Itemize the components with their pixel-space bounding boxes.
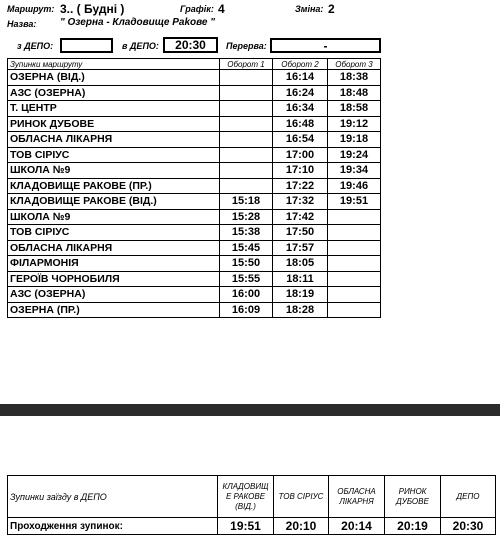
trip3-time: 18:48 [328,85,381,101]
stop-name: ШКОЛА №9 [8,209,220,225]
trip1-time [220,101,273,117]
depot-time: 20:30 [441,518,496,535]
depot-col-header: ДЕПО [441,476,496,518]
trip3-time [328,225,381,241]
schedule-body [8,70,381,318]
stop-name: ФІЛАРМОНІЯ [8,256,220,272]
trip3-time: 19:34 [328,163,381,179]
trip2-time: 18:19 [273,287,328,303]
trip2-time: 17:22 [273,178,328,194]
trip1-time [220,147,273,163]
trip1-time: 16:00 [220,287,273,303]
trip2-time: 16:34 [273,101,328,117]
schedule-row [8,147,381,163]
schedule-row [8,116,381,132]
schedule-row [8,225,381,241]
trip3-time [328,271,381,287]
break-field: - [270,38,381,53]
schedule-row [8,209,381,225]
trip2-time: 17:57 [273,240,328,256]
separator-band [0,404,500,416]
route-name: " Озерна - Кладовище Раkове " [60,17,216,28]
route-label: Маршрут: [7,4,55,14]
trip2-time: 16:14 [273,70,328,86]
depot-col-header: ТОВ СІРІУС [274,476,329,518]
depot-col-header: КЛАДОВИЩ Е РАКОВЕ (ВІД.) [218,476,274,518]
trip1-time: 15:38 [220,225,273,241]
stop-name: АЗС (ОЗЕРНА) [8,85,220,101]
stop-name: ТОВ СІРІУС [8,225,220,241]
trip1-time [220,70,273,86]
trip3-time: 19:18 [328,132,381,148]
schedule-value: 4 [218,2,225,16]
trip2-time: 17:10 [273,163,328,179]
stop-name: ШКОЛА №9 [8,163,220,179]
stop-name: ГЕРОЇВ ЧОРНОБИЛЯ [8,271,220,287]
shift-label: Зміна: [295,4,324,14]
depot-time: 20:19 [385,518,441,535]
stop-name: ТОВ СІРІУС [8,147,220,163]
trip3-time [328,256,381,272]
trip1-time: 15:55 [220,271,273,287]
from-depot-label: з ДЕПО: [17,41,54,51]
stop-name: КЛАДОВИЩЕ РАКОВЕ (ВІД.) [8,194,220,210]
trip2-time: 16:48 [273,116,328,132]
to-depot-label: в ДЕПО: [122,41,159,51]
stop-name: ОБЛАСНА ЛІКАРНЯ [8,240,220,256]
trip1-time: 15:50 [220,256,273,272]
trip3-time [328,209,381,225]
schedule-row [8,287,381,303]
trip2-time: 16:24 [273,85,328,101]
trip1-time [220,132,273,148]
trip2-time: 17:00 [273,147,328,163]
name-label: Назва: [7,19,37,29]
schedule-row [8,85,381,101]
stop-name: ОЗЕРНА (ВІД.) [8,70,220,86]
schedule-row [8,132,381,148]
col-stop-header: Зупинки маршруту [8,59,220,70]
schedule-table [7,58,381,318]
col-trip2-header: Оборот 2 [273,59,328,70]
trip2-time: 18:05 [273,256,328,272]
depot-table [7,475,496,535]
trip1-time [220,178,273,194]
trip3-time: 18:38 [328,70,381,86]
depot-time: 20:10 [274,518,329,535]
trip3-time [328,302,381,318]
col-trip3-header: Оборот 3 [328,59,381,70]
depot-col-header: ОБЛАСНА ЛІКАРНЯ [329,476,385,518]
schedule-header-row [8,59,381,70]
trip2-time: 18:11 [273,271,328,287]
trip2-time: 17:50 [273,225,328,241]
schedule-row [8,271,381,287]
schedule-row [8,194,381,210]
trip3-time: 19:46 [328,178,381,194]
depot-row-label: Проходження зупинок: [8,518,218,535]
trip2-time: 18:28 [273,302,328,318]
stop-name: ОБЛАСНА ЛІКАРНЯ [8,132,220,148]
schedule-row [8,70,381,86]
trip1-time [220,85,273,101]
stop-name: АЗС (ОЗЕРНА) [8,287,220,303]
stop-name: Т. ЦЕНТР [8,101,220,117]
trip1-time [220,163,273,179]
stop-name: ОЗЕРНА (ПР.) [8,302,220,318]
trip1-time: 15:45 [220,240,273,256]
trip3-time: 18:58 [328,101,381,117]
trip3-time: 19:12 [328,116,381,132]
col-trip1-header: Оборот 1 [220,59,273,70]
depot-times-row [8,518,496,535]
trip3-time [328,240,381,256]
schedule-row [8,178,381,194]
schedule-row [8,302,381,318]
schedule-row [8,101,381,117]
stop-name: РИНОК ДУБОВЕ [8,116,220,132]
trip3-time: 19:51 [328,194,381,210]
depot-col-header: РИНОК ДУБОВЕ [385,476,441,518]
to-depot-field: 20:30 [163,37,218,53]
schedule-row [8,256,381,272]
depot-time: 20:14 [329,518,385,535]
from-depot-field [60,38,113,53]
schedule-label: Графік: [180,4,214,14]
route-value: 3.. ( Будні ) [60,2,125,16]
break-label: Перерва: [226,41,267,51]
trip3-time [328,287,381,303]
stop-name: КЛАДОВИЩЕ РАКОВЕ (ПР.) [8,178,220,194]
trip2-time: 16:54 [273,132,328,148]
depot-header-row [8,476,496,518]
shift-value: 2 [328,2,335,16]
trip1-time: 16:09 [220,302,273,318]
trip2-time: 17:32 [273,194,328,210]
schedule-row [8,240,381,256]
trip1-time: 15:18 [220,194,273,210]
schedule-row [8,163,381,179]
depot-header-label: Зупинки заїзду в ДЕПО [8,476,218,518]
trip3-time: 19:24 [328,147,381,163]
trip2-time: 17:42 [273,209,328,225]
depot-time: 19:51 [218,518,274,535]
trip1-time [220,116,273,132]
trip1-time: 15:28 [220,209,273,225]
